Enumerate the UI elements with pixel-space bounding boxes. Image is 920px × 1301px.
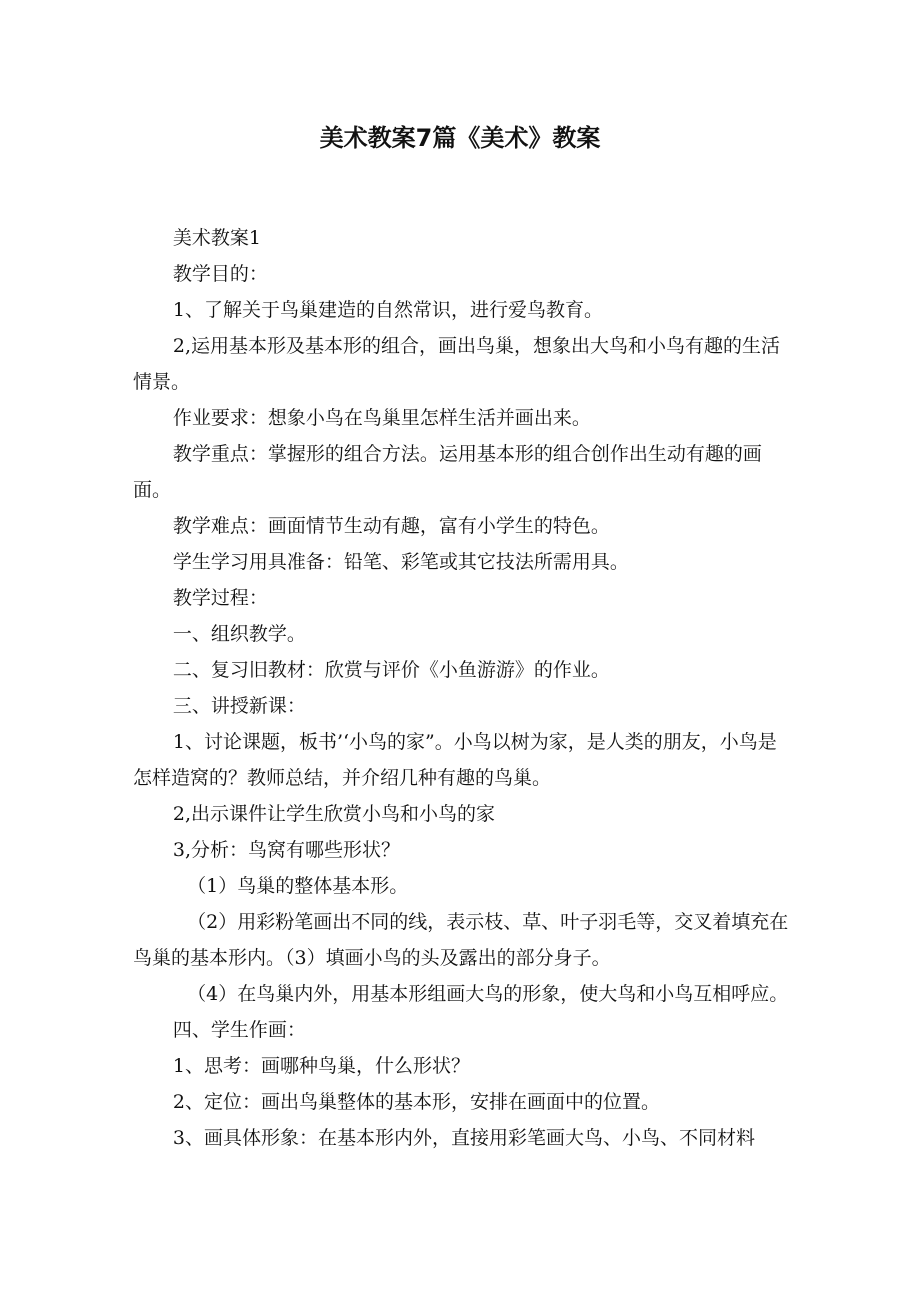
paragraph: 2、定位：画出鸟巢整体的基本形，安排在画面中的位置。 bbox=[172, 1091, 660, 1113]
paragraph: 教学重点：掌握形的组合方法。运用基本形的组合创作出生动有趣的画面。 bbox=[133, 443, 762, 501]
paragraph: 3,分析：鸟窝有哪些形状？ bbox=[172, 839, 401, 861]
paragraph: 教学目的： bbox=[172, 263, 268, 285]
paragraph: （4）在鸟巢内外，用基本形组画大鸟的形象，使大鸟和小鸟互相呼应。 bbox=[187, 983, 789, 1005]
section-heading: 美术教案1 bbox=[172, 227, 261, 249]
paragraph: 教学难点：画面情节生动有趣，富有小学生的特色。 bbox=[172, 515, 610, 537]
document-body bbox=[133, 220, 793, 1156]
paragraph: 1、了解关于鸟巢建造的自然常识，进行爱鸟教育。 bbox=[172, 299, 603, 321]
paragraph: 1、思考：画哪种鸟巢，什么形状？ bbox=[172, 1055, 470, 1077]
paragraph: 3、画具体形象：在基本形内外，直接用彩笔画大鸟、小鸟、不同材料 bbox=[172, 1127, 755, 1149]
paragraph: 教学过程： bbox=[172, 587, 268, 609]
paragraph: （2）用彩粉笔画出不同的线，表示枝、草、叶子羽毛等，交叉着填充在鸟巢的基本形内。（3）填画小鸟的头及露出的部分身子。 bbox=[133, 911, 789, 969]
paragraph: 1、讨论课题，板书’‘小鸟的家”。小鸟以树为家，是人类的朋友，小鸟是怎样造窝的？教师总结，并介绍几种有趣的鸟巢。 bbox=[133, 731, 777, 789]
paragraph: 二、复习旧教材：欣赏与评价《小鱼游游》的作业。 bbox=[172, 659, 610, 681]
paragraph: 三、讲授新课： bbox=[172, 695, 306, 717]
paragraph: 作业要求：想象小鸟在鸟巢里怎样生活并画出来。 bbox=[172, 407, 591, 429]
document-title: 美术教案7篇《美术》教案 bbox=[319, 124, 601, 152]
paragraph: 一、组织教学。 bbox=[172, 623, 306, 645]
paragraph: （1）鸟巢的整体基本形。 bbox=[187, 875, 409, 897]
paragraph: 四、学生作画： bbox=[172, 1019, 306, 1041]
paragraph: 2,出示课件让学生欣赏小鸟和小鸟的家 bbox=[172, 803, 496, 825]
paragraph: 学生学习用具准备：铅笔、彩笔或其它技法所需用具。 bbox=[172, 551, 629, 573]
paragraph: 2,运用基本形及基本形的组合，画出鸟巢，想象出大鸟和小鸟有趣的生活情景。 bbox=[133, 335, 781, 393]
